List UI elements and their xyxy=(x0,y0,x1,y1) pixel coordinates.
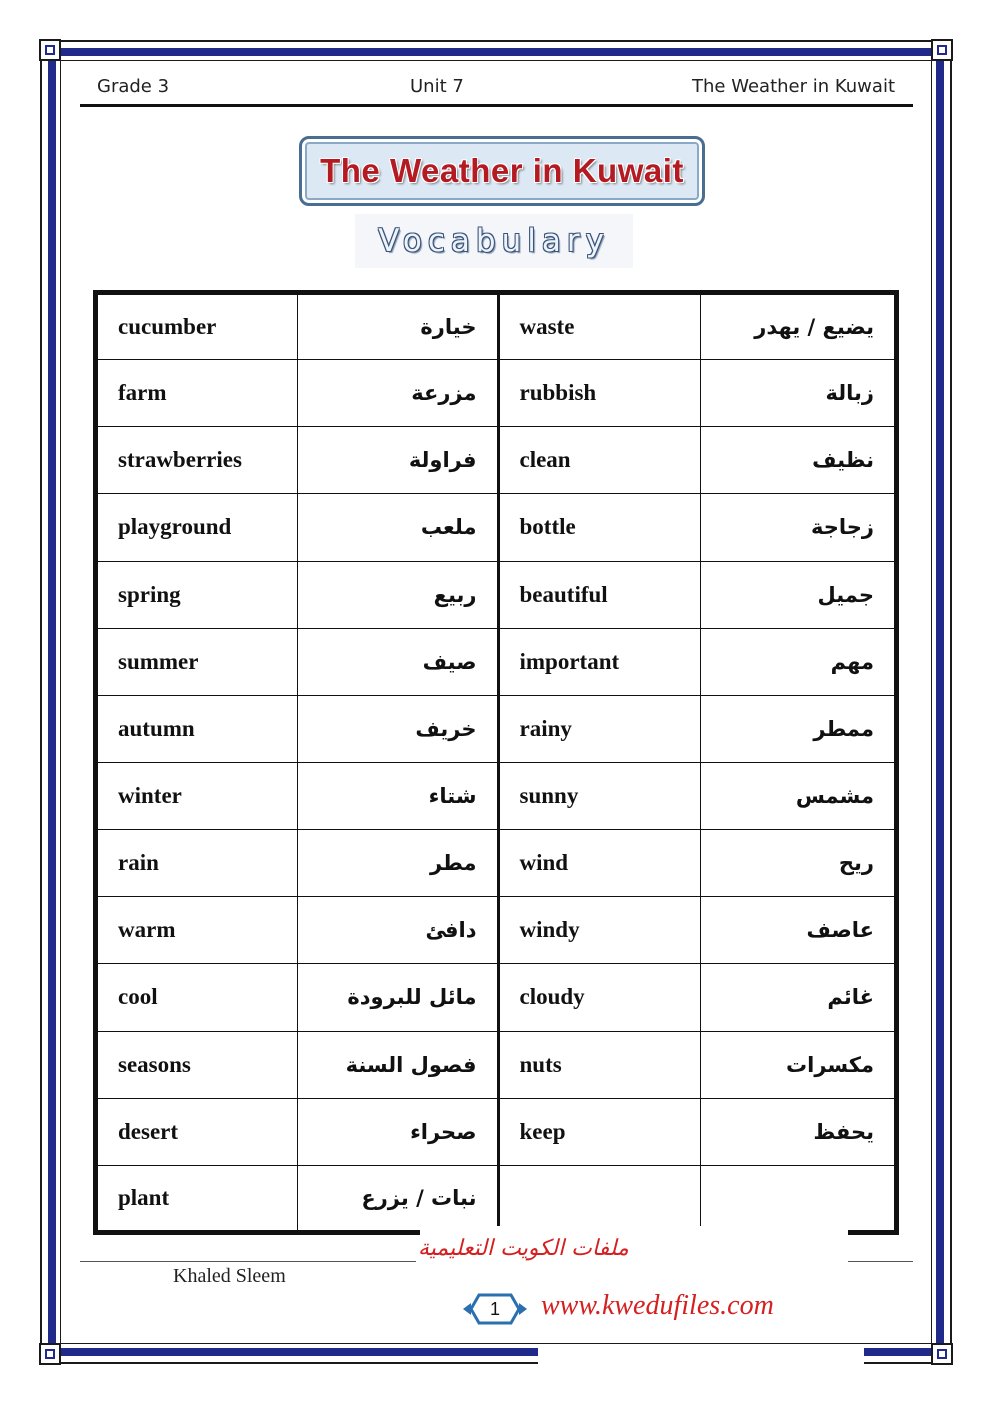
footer-rule-right xyxy=(848,1261,913,1262)
english-word: keep xyxy=(498,1098,700,1165)
arabic-meaning: يضيع / يهدر xyxy=(700,293,896,360)
english-word: seasons xyxy=(96,1031,298,1098)
table-row xyxy=(96,1031,897,1098)
arabic-meaning: زجاجة xyxy=(700,494,896,561)
arabic-meaning: نبات / يزرع xyxy=(298,1165,498,1232)
english-word: rubbish xyxy=(498,360,700,427)
vocabulary-table-body xyxy=(96,293,897,1233)
english-word: important xyxy=(498,628,700,695)
table-row xyxy=(96,695,897,762)
english-word: cloudy xyxy=(498,964,700,1031)
arabic-meaning: زبالة xyxy=(700,360,896,427)
english-word: cool xyxy=(96,964,298,1031)
border-gap xyxy=(538,1346,864,1368)
arabic-meaning: شتاء xyxy=(298,762,498,829)
table-row xyxy=(96,762,897,829)
arabic-meaning: يحفظ xyxy=(700,1098,896,1165)
english-word: rainy xyxy=(498,695,700,762)
english-word: spring xyxy=(96,561,298,628)
arabic-meaning: غائم xyxy=(700,964,896,1031)
arabic-meaning: عاصف xyxy=(700,897,896,964)
arabic-meaning: ريح xyxy=(700,830,896,897)
header-grade: Grade 3 xyxy=(97,76,170,97)
corner-ornament-top-left xyxy=(39,39,61,61)
arabic-brand-text: ملفات الكويت التعليمية xyxy=(418,1236,629,1261)
arabic-meaning: مزرعة xyxy=(298,360,498,427)
table-row xyxy=(96,293,897,360)
arabic-meaning: ربيع xyxy=(298,561,498,628)
english-word: playground xyxy=(96,494,298,561)
english-word: nuts xyxy=(498,1031,700,1098)
arabic-meaning: نظيف xyxy=(700,427,896,494)
english-word: autumn xyxy=(96,695,298,762)
header-topic: The Weather in Kuwait xyxy=(692,76,895,97)
english-word: sunny xyxy=(498,762,700,829)
table-row xyxy=(96,897,897,964)
table-row xyxy=(96,561,897,628)
arabic-meaning: مطر xyxy=(298,830,498,897)
subtitle-banner xyxy=(355,214,633,268)
header-rule xyxy=(80,104,913,107)
website-link[interactable]: www.kwedufiles.com xyxy=(541,1290,774,1321)
arabic-meaning: جميل xyxy=(700,561,896,628)
arabic-meaning: خيارة xyxy=(298,293,498,360)
arabic-meaning: صحراء xyxy=(298,1098,498,1165)
corner-ornament-bottom-right xyxy=(931,1343,953,1365)
table-row xyxy=(96,628,897,695)
arabic-meaning: مكسرات xyxy=(700,1031,896,1098)
english-word: farm xyxy=(96,360,298,427)
english-word: rain xyxy=(96,830,298,897)
arabic-meaning: خريف xyxy=(298,695,498,762)
english-word xyxy=(498,1165,700,1232)
arabic-meaning: ملعب xyxy=(298,494,498,561)
arabic-meaning: مائل للبرودة xyxy=(298,964,498,1031)
page-title: The Weather in Kuwait xyxy=(320,152,684,189)
table-row xyxy=(96,494,897,561)
english-word: wind xyxy=(498,830,700,897)
corner-ornament-top-right xyxy=(931,39,953,61)
arabic-meaning: مهم xyxy=(700,628,896,695)
english-word: strawberries xyxy=(96,427,298,494)
arabic-meaning: فصول السنة xyxy=(298,1031,498,1098)
arabic-meaning: فراولة xyxy=(298,427,498,494)
english-word: plant xyxy=(96,1165,298,1232)
title-banner xyxy=(299,136,705,206)
english-word: clean xyxy=(498,427,700,494)
english-word: windy xyxy=(498,897,700,964)
english-word: beautiful xyxy=(498,561,700,628)
english-word: bottle xyxy=(498,494,700,561)
table-row xyxy=(96,830,897,897)
vocabulary-table xyxy=(93,290,899,1235)
english-word: warm xyxy=(96,897,298,964)
header-unit: Unit 7 xyxy=(410,76,464,97)
english-word: waste xyxy=(498,293,700,360)
author-name: Khaled Sleem xyxy=(173,1265,286,1287)
arabic-meaning: دافئ xyxy=(298,897,498,964)
arabic-meaning xyxy=(700,1165,896,1232)
arabic-meaning: مشمس xyxy=(700,762,896,829)
corner-ornament-bottom-left xyxy=(39,1343,61,1365)
arabic-meaning: صيف xyxy=(298,628,498,695)
table-row xyxy=(96,964,897,1031)
english-word: cucumber xyxy=(96,293,298,360)
table-row xyxy=(96,427,897,494)
table-row xyxy=(96,1165,897,1232)
table-row xyxy=(96,360,897,427)
english-word: desert xyxy=(96,1098,298,1165)
page-number: 1 xyxy=(489,1298,500,1319)
footer-rule-left xyxy=(80,1261,416,1262)
arabic-meaning: ممطر xyxy=(700,695,896,762)
table-row xyxy=(96,1098,897,1165)
english-word: summer xyxy=(96,628,298,695)
page-subtitle: Vocabulary xyxy=(378,223,610,259)
english-word: winter xyxy=(96,762,298,829)
